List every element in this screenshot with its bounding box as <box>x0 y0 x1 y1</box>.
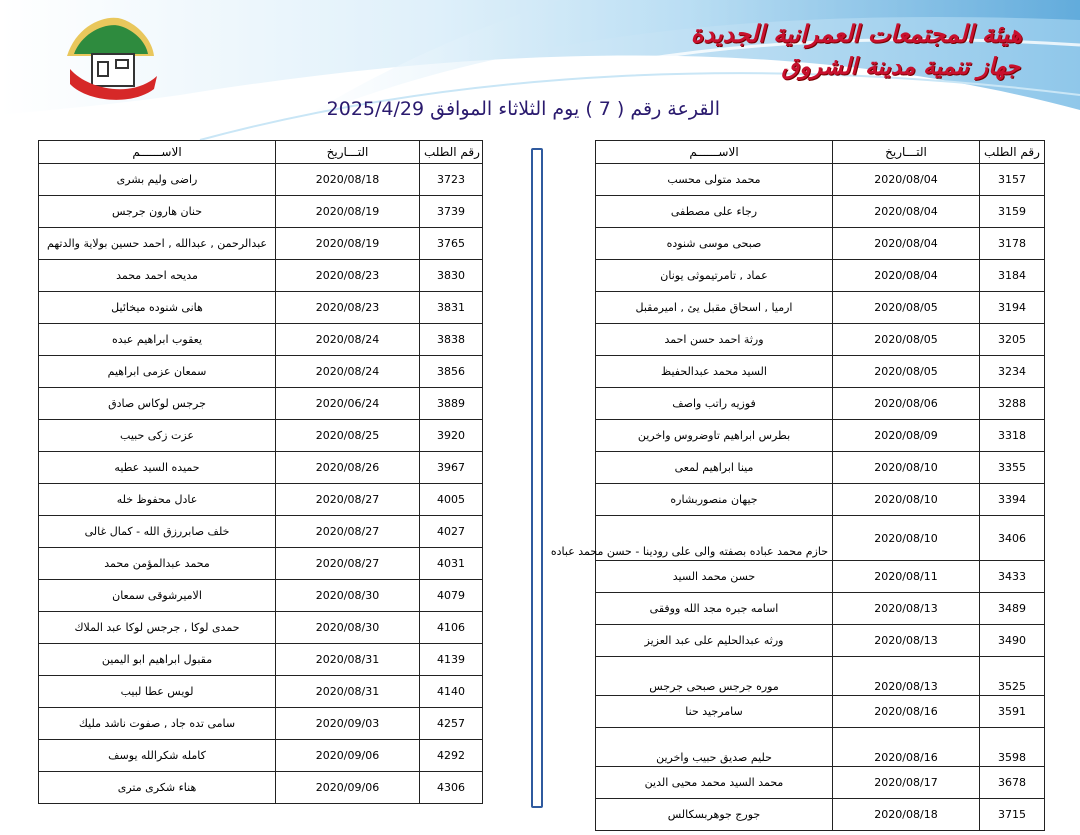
request-date: 2020/08/24 <box>276 356 420 388</box>
applicant-name: محمد السيد محمد محيى الدين <box>596 767 833 799</box>
table-row <box>596 516 1045 561</box>
request-number: 3715 <box>980 799 1045 831</box>
applicant-name: الاميرشوقى سمعان <box>39 580 276 612</box>
request-date: 2020/08/09 <box>833 420 980 452</box>
request-date: 2020/08/13 <box>833 625 980 657</box>
applicant-name: مينا ابراهيم لمعى <box>596 452 833 484</box>
request-number: 3489 <box>980 593 1045 625</box>
request-number: 3967 <box>420 452 483 484</box>
request-date: 2020/08/13 <box>833 657 980 696</box>
table-row <box>596 452 1045 484</box>
table-row <box>39 420 483 452</box>
request-number: 4257 <box>420 708 483 740</box>
request-number: 3355 <box>980 452 1045 484</box>
request-date: 2020/08/04 <box>833 196 980 228</box>
request-date: 2020/08/19 <box>276 228 420 260</box>
request-date: 2020/08/04 <box>833 228 980 260</box>
applicant-name: يعقوب ابراهيم عبده <box>39 324 276 356</box>
table-row <box>596 657 1045 696</box>
request-number: 3194 <box>980 292 1045 324</box>
table-row <box>39 516 483 548</box>
request-number: 3433 <box>980 561 1045 593</box>
request-number: 3159 <box>980 196 1045 228</box>
request-number: 4079 <box>420 580 483 612</box>
request-date: 2020/08/05 <box>833 356 980 388</box>
table-row <box>596 292 1045 324</box>
lottery-table-left <box>38 140 483 804</box>
table-row <box>39 388 483 420</box>
applicant-name: ورثه عبدالحليم على عبد العزيز <box>596 625 833 657</box>
applicant-name: عبدالرحمن , عبدالله , احمد حسين بولاية والدتهم <box>39 228 276 260</box>
applicant-name: صبحى موسى شنوده <box>596 228 833 260</box>
request-date: 2020/08/30 <box>276 580 420 612</box>
applicant-name: ارميا , اسحاق مقبل يئ , اميرمقبل <box>596 292 833 324</box>
request-date: 2020/08/24 <box>276 324 420 356</box>
applicant-name: عادل محفوظ خله <box>39 484 276 516</box>
table-row <box>39 740 483 772</box>
applicant-name: لويس عطا لبيب <box>39 676 276 708</box>
table-row <box>596 484 1045 516</box>
table-row <box>39 292 483 324</box>
request-number: 4005 <box>420 484 483 516</box>
applicant-name: حميده السيد عطيه <box>39 452 276 484</box>
request-date: 2020/08/05 <box>833 324 980 356</box>
request-number: 3178 <box>980 228 1045 260</box>
request-date: 2020/08/26 <box>276 452 420 484</box>
table-row <box>596 799 1045 831</box>
table-row <box>596 324 1045 356</box>
request-number: 3394 <box>980 484 1045 516</box>
request-date: 2020/08/31 <box>276 644 420 676</box>
request-date: 2020/08/18 <box>833 799 980 831</box>
request-number: 4139 <box>420 644 483 676</box>
request-date: 2020/08/23 <box>276 292 420 324</box>
request-number: 3288 <box>980 388 1045 420</box>
applicant-name: اسامه جبره مجد الله ووفقى <box>596 593 833 625</box>
table-row <box>39 452 483 484</box>
request-date: 2020/06/24 <box>276 388 420 420</box>
request-number: 4306 <box>420 772 483 804</box>
request-number: 3830 <box>420 260 483 292</box>
request-date: 2020/08/30 <box>276 612 420 644</box>
request-date: 2020/08/19 <box>276 196 420 228</box>
request-number: 3856 <box>420 356 483 388</box>
date-column-header: التـــاريخ <box>276 141 420 164</box>
name-column-header: الاســــــم <box>596 141 833 164</box>
applicant-name: خلف صابررزق الله - كمال غالى <box>39 516 276 548</box>
table-row <box>596 593 1045 625</box>
table-row <box>39 164 483 196</box>
request-number: 4031 <box>420 548 483 580</box>
request-number: 3591 <box>980 696 1045 728</box>
table-row <box>39 196 483 228</box>
table-row <box>596 420 1045 452</box>
request-date: 2020/08/06 <box>833 388 980 420</box>
applicant-name: عماد , تامرتيموثى يونان <box>596 260 833 292</box>
table-row <box>596 356 1045 388</box>
request-date: 2020/08/04 <box>833 164 980 196</box>
request-number: 3831 <box>420 292 483 324</box>
lottery-table-right <box>550 140 1045 831</box>
applicant-name: حمدى لوكا , جرجس لوكا عبد الملاك <box>39 612 276 644</box>
request-date: 2020/08/16 <box>833 728 980 767</box>
request-date: 2020/09/06 <box>276 772 420 804</box>
request-number-column-header: رقم الطلب <box>980 141 1045 164</box>
applicant-name: موره جرجس صبحى جرجس <box>596 657 833 696</box>
table-row <box>596 228 1045 260</box>
date-column-header: التـــاريخ <box>833 141 980 164</box>
request-date: 2020/08/16 <box>833 696 980 728</box>
request-date: 2020/08/31 <box>276 676 420 708</box>
table-row <box>39 260 483 292</box>
table-row <box>39 644 483 676</box>
table-row <box>39 580 483 612</box>
name-column-header: الاســــــم <box>39 141 276 164</box>
request-date: 2020/08/10 <box>833 484 980 516</box>
applicant-name: بطرس ابراهيم تاوضروس واخرين <box>596 420 833 452</box>
request-number: 4292 <box>420 740 483 772</box>
table-row <box>596 767 1045 799</box>
table-row <box>596 260 1045 292</box>
applicant-name: مقبول ابراهيم ابو اليمين <box>39 644 276 676</box>
request-date: 2020/08/27 <box>276 484 420 516</box>
lottery-title: القرعة رقم ( 7 ) يوم الثلاثاء الموافق 2025/4/29 <box>326 98 720 120</box>
applicant-name: محمد متولى محسب <box>596 164 833 196</box>
applicant-name: عزت زكى حبيب <box>39 420 276 452</box>
table-row <box>596 625 1045 657</box>
applicant-name: مديحه احمد محمد <box>39 260 276 292</box>
request-number: 3157 <box>980 164 1045 196</box>
table-row <box>39 548 483 580</box>
request-date: 2020/08/23 <box>276 260 420 292</box>
request-number: 4106 <box>420 612 483 644</box>
applicant-name: كامله شكرالله يوسف <box>39 740 276 772</box>
table-row <box>596 196 1045 228</box>
applicant-name: حليم صديق حبيب واخرين <box>596 728 833 767</box>
request-date: 2020/08/27 <box>276 548 420 580</box>
request-number: 3490 <box>980 625 1045 657</box>
applicant-name: ورثة احمد حسن احمد <box>596 324 833 356</box>
request-number: 3889 <box>420 388 483 420</box>
applicant-name: هانى شنوده ميخائيل <box>39 292 276 324</box>
request-date: 2020/08/13 <box>833 593 980 625</box>
request-number: 3525 <box>980 657 1045 696</box>
request-number: 3406 <box>980 516 1045 561</box>
table-header-row <box>596 141 1045 164</box>
applicant-name: جيهان منصوربشاره <box>596 484 833 516</box>
request-number: 3765 <box>420 228 483 260</box>
applicant-name: حسن محمد السيد <box>596 561 833 593</box>
request-date: 2020/09/03 <box>276 708 420 740</box>
table-row <box>39 324 483 356</box>
request-number: 4140 <box>420 676 483 708</box>
table-row <box>596 728 1045 767</box>
request-number: 3723 <box>420 164 483 196</box>
request-number: 3318 <box>980 420 1045 452</box>
organization-name: هيئة المجتمعات العمرانية الجديدة <box>690 20 1022 48</box>
organization-logo <box>62 14 162 104</box>
applicant-name: حازم محمد عباده بصفته والى على رودينا - حسن محمد عباده <box>596 516 833 561</box>
table-row <box>39 228 483 260</box>
request-number: 3234 <box>980 356 1045 388</box>
column-divider <box>531 148 543 808</box>
request-date: 2020/08/25 <box>276 420 420 452</box>
request-date: 2020/08/17 <box>833 767 980 799</box>
applicant-name: سامرجيد حنا <box>596 696 833 728</box>
table-row <box>596 388 1045 420</box>
request-date: 2020/08/18 <box>276 164 420 196</box>
request-number: 3598 <box>980 728 1045 767</box>
request-date: 2020/08/10 <box>833 452 980 484</box>
table-row <box>39 708 483 740</box>
applicant-name: السيد محمد عبدالحفيظ <box>596 356 833 388</box>
request-date: 2020/08/05 <box>833 292 980 324</box>
request-number: 3838 <box>420 324 483 356</box>
table-row <box>596 561 1045 593</box>
request-date: 2020/08/04 <box>833 260 980 292</box>
applicant-name: محمد عبدالمؤمن محمد <box>39 548 276 580</box>
applicant-name: سامى تده جاد , صفوت ناشد مليك <box>39 708 276 740</box>
table-row <box>39 484 483 516</box>
table-header-row <box>39 141 483 164</box>
request-number: 3739 <box>420 196 483 228</box>
applicant-name: حنان هارون جرجس <box>39 196 276 228</box>
request-number: 4027 <box>420 516 483 548</box>
applicant-name: راضى وليم بشرى <box>39 164 276 196</box>
request-number: 3678 <box>980 767 1045 799</box>
request-number: 3205 <box>980 324 1045 356</box>
applicant-name: سمعان عزمى ابراهيم <box>39 356 276 388</box>
applicant-name: هناء شكرى مترى <box>39 772 276 804</box>
agency-name: جهاز تنمية مدينة الشروق <box>781 54 1020 80</box>
applicant-name: فوزيه راتب واصف <box>596 388 833 420</box>
applicant-name: رجاء على مصطفى <box>596 196 833 228</box>
request-date: 2020/08/10 <box>833 516 980 561</box>
request-number-column-header: رقم الطلب <box>420 141 483 164</box>
table-row <box>39 356 483 388</box>
request-date: 2020/08/11 <box>833 561 980 593</box>
request-number: 3184 <box>980 260 1045 292</box>
table-row <box>39 676 483 708</box>
applicant-name: جرجس لوكاس صادق <box>39 388 276 420</box>
request-number: 3920 <box>420 420 483 452</box>
table-row <box>39 612 483 644</box>
request-date: 2020/09/06 <box>276 740 420 772</box>
table-row <box>39 772 483 804</box>
table-row <box>596 696 1045 728</box>
applicant-name: جورج جوهربسكالس <box>596 799 833 831</box>
table-row <box>596 164 1045 196</box>
request-date: 2020/08/27 <box>276 516 420 548</box>
